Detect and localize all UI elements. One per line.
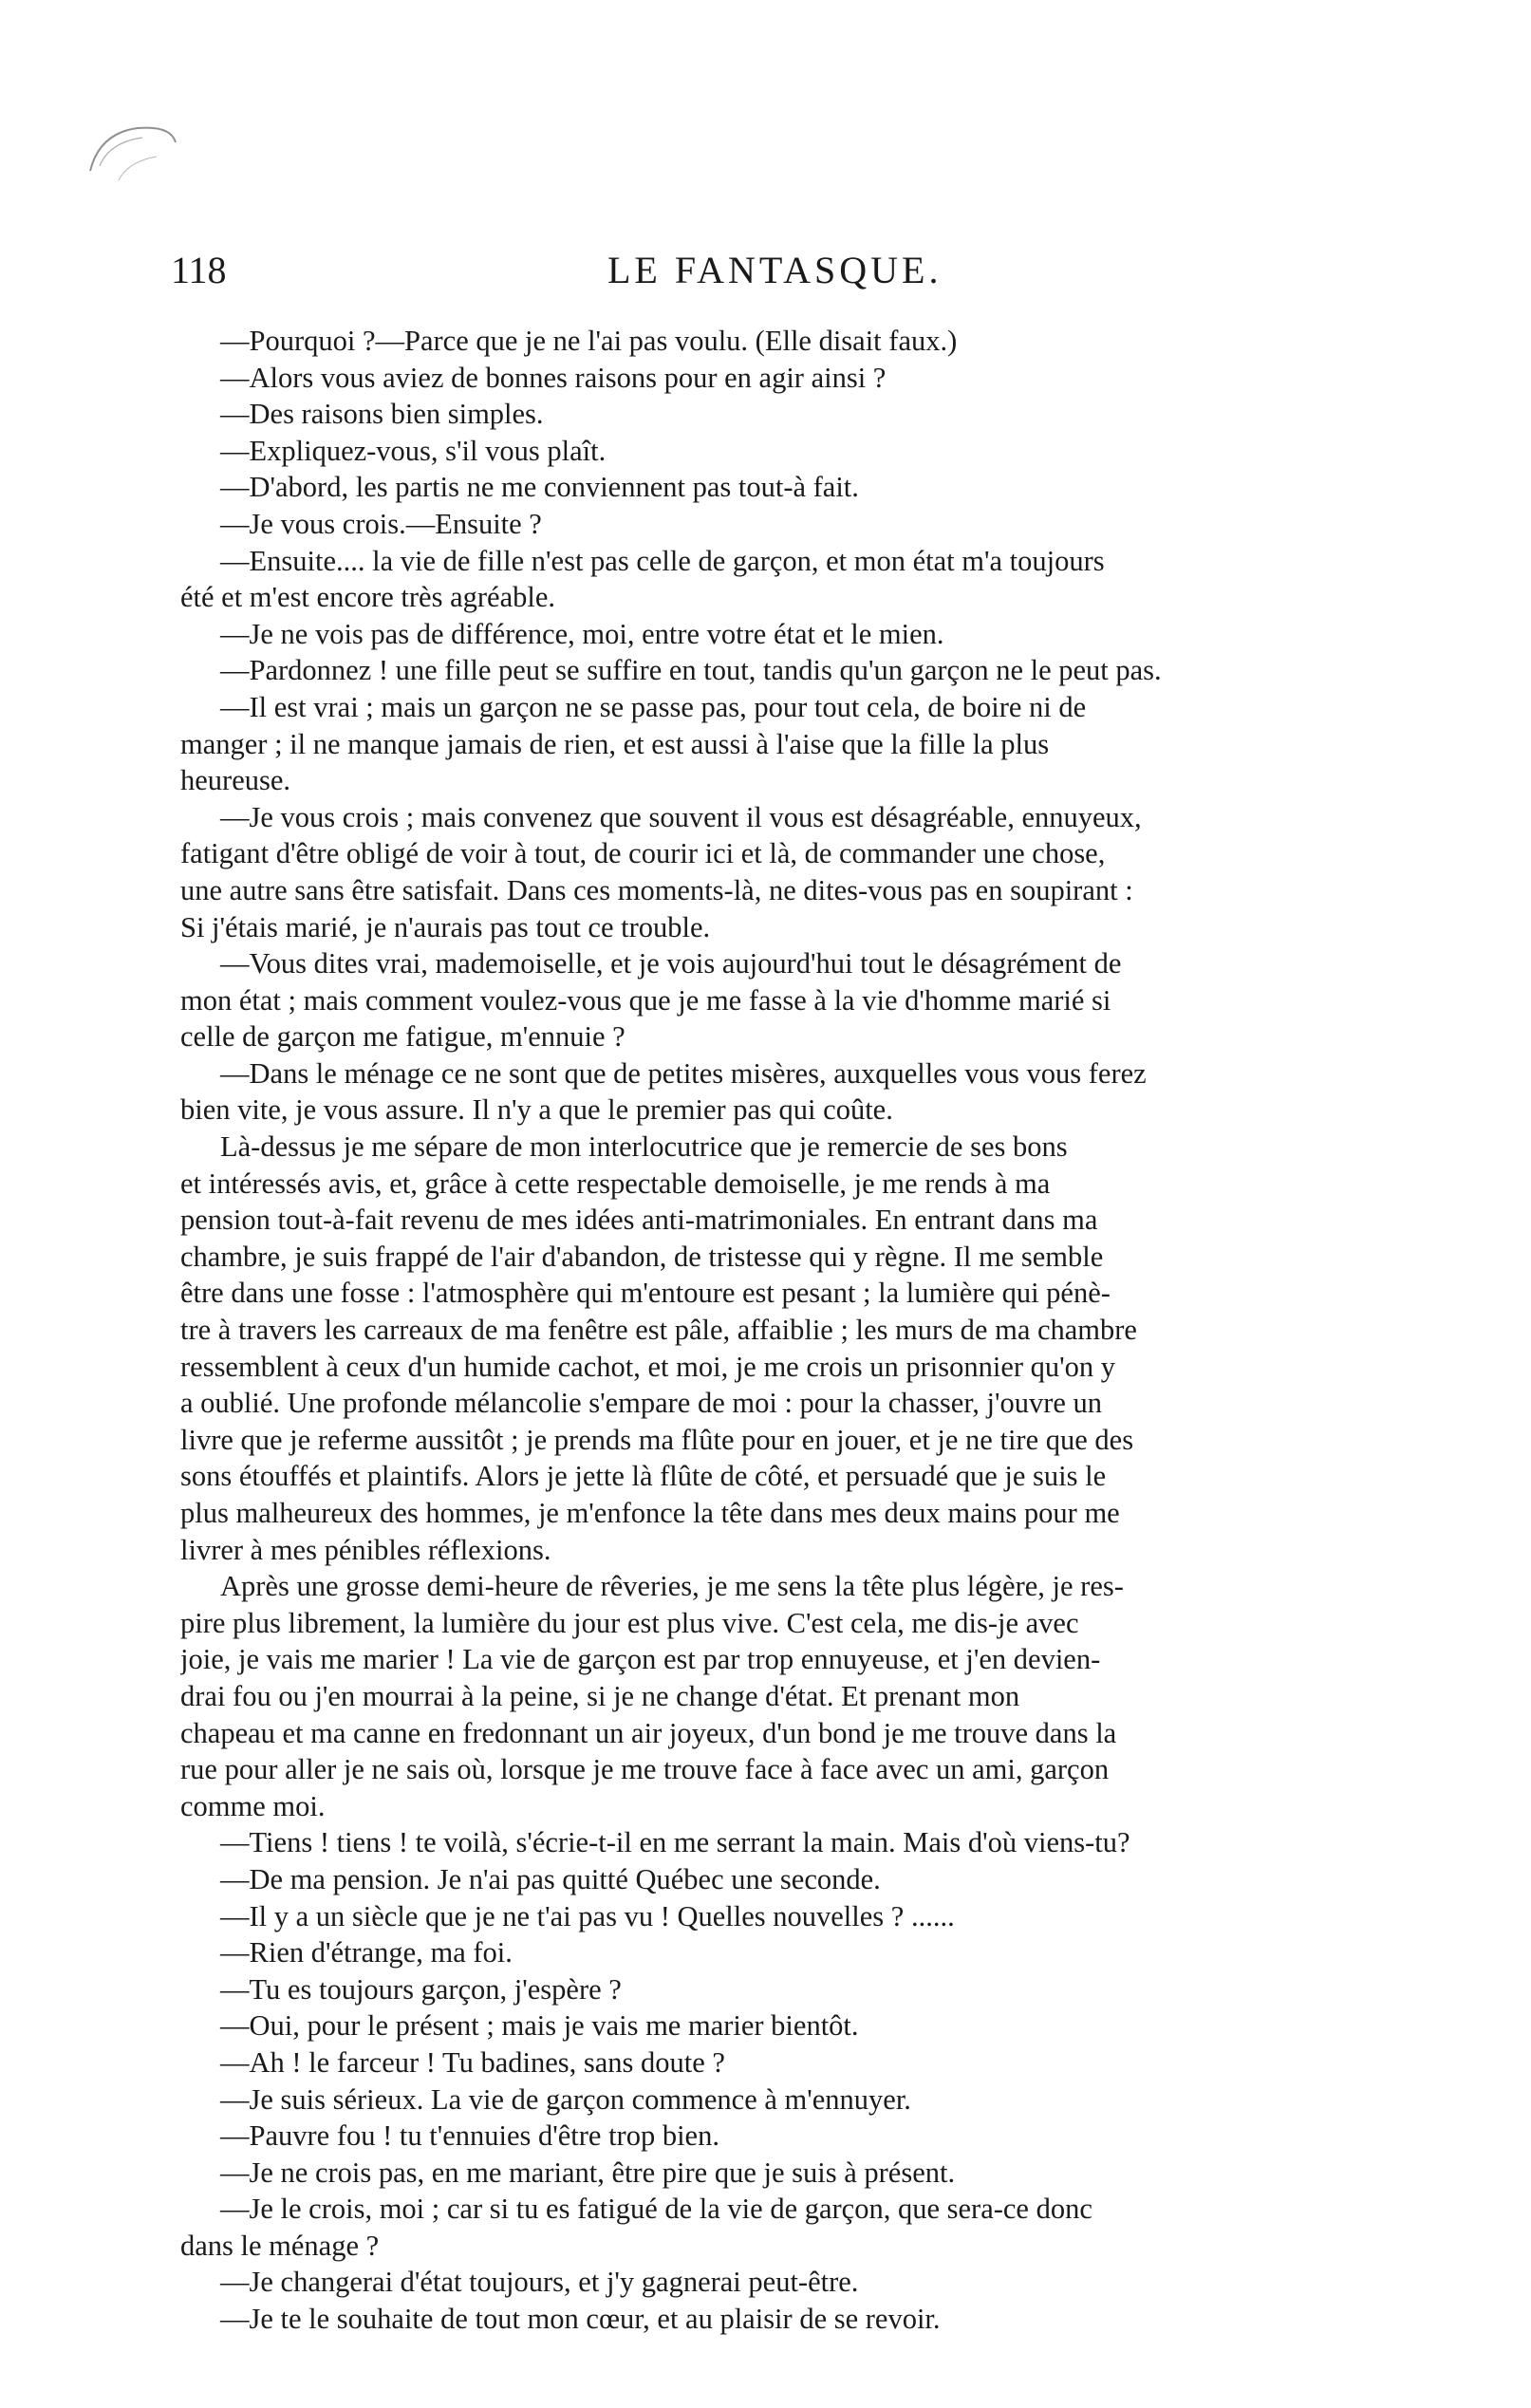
page-header [171, 242, 1310, 299]
text-line: —Oui, pour le présent ; mais je vais me marier bientôt. [220, 2009, 859, 2043]
text-line: fatigant d'être obligé de voir à tout, de courir ici et là, de commander une chose, [180, 837, 1106, 870]
text-line: pension tout-à-fait revenu de mes idées anti-matrimoniales. En entrant dans ma [180, 1204, 1098, 1237]
text-line: —Expliquez-vous, s'il vous plaît. [220, 434, 607, 467]
text-line: Après une grosse demi-heure de rêveries, je me sens la tête plus légère, je res- [220, 1570, 1124, 1603]
running-title: LE FANTASQUE. [607, 249, 943, 291]
text-line: tre à travers les carreaux de ma fenêtre est pâle, affaiblie ; les murs de ma chambre [180, 1314, 1137, 1347]
text-line: rue pour aller je ne sais où, lorsque je me trouve face à face avec un ami, garçon [180, 1753, 1110, 1786]
text-line: livrer à mes pénibles réflexions. [180, 1533, 551, 1566]
text-line: plus malheureux des hommes, je m'enfonce la tête dans mes deux mains pour me [180, 1497, 1120, 1529]
text-line: —Pourquoi ?—Parce que je ne l'ai pas voulu. (Elle disait faux.) [220, 325, 958, 357]
text-line: —Je ne crois pas, en me mariant, être pire que je suis à présent. [220, 2156, 956, 2189]
text-line: drai fou ou j'en mourrai à la peine, si je ne change d'état. Et prenant mon [180, 1679, 1020, 1712]
text-line: —Vous dites vrai, mademoiselle, et je vois aujourd'hui tout le désagrément de [220, 947, 1122, 980]
text-line: dans le ménage ? [180, 2229, 380, 2262]
text-line: —Tu es toujours garçon, j'espère ? [220, 1972, 622, 2006]
text-line: mon état ; mais comment voulez-vous que je me fasse à la vie d'homme marié si [180, 983, 1111, 1017]
text-line: ressemblent à ceux d'un humide cachot, et moi, je me crois un prisonnier qu'on y [180, 1350, 1116, 1383]
text-line: joie, je vais me marier ! La vie de garçon est par trop ennuyeuse, et j'en devien- [180, 1643, 1101, 1676]
text-line: été et m'est encore très agréable. [180, 581, 555, 614]
text-line: —Ah ! le farceur ! Tu badines, sans doute ? [220, 2045, 725, 2079]
text-line: comme moi. [180, 1789, 326, 1822]
text-line: —Il est vrai ; mais un garçon ne se passe pas, pour tout cela, de boire ni de [220, 690, 1087, 723]
page-number: 118 [171, 249, 227, 291]
text-line: être dans une fosse : l'atmosphère qui m'entoure est pesant ; la lumière qui pénè- [180, 1277, 1111, 1310]
text-line: —Je suis sérieux. La vie de garçon commence à m'ennuyer. [220, 2082, 911, 2116]
text-line: —Ensuite.... la vie de fille n'est pas celle de garçon, et mon état m'a toujours [220, 544, 1105, 577]
text-line: —Je changerai d'état toujours, et j'y gagnerai peut-être. [220, 2266, 859, 2299]
text-line: —D'abord, les partis ne me conviennent pas tout-à fait. [220, 471, 859, 504]
text-line: sons étouffés et plaintifs. Alors je jette là flûte de côté, et persuadé que je suis le [180, 1460, 1107, 1493]
text-line: —Je te le souhaite de tout mon cœur, et au plaisir de se revoir. [220, 2303, 941, 2336]
text-line: une autre sans être satisfait. Dans ces moments-là, ne dites-vous pas en soupirant : [180, 873, 1133, 906]
text-line: —Pauvre fou ! tu t'ennuies d'être trop bien. [220, 2119, 719, 2153]
text-line: —Rien d'étrange, ma foi. [220, 1936, 513, 1969]
text-line: —De ma pension. Je n'ai pas quitté Québec une seconde. [220, 1862, 881, 1895]
text-line: chambre, je suis frappé de l'air d'abandon, de tristesse qui y règne. Il me semble [180, 1240, 1104, 1273]
text-line: —Pardonnez ! une fille peut se suffire en tout, tandis qu'un garçon ne le peut pas. [220, 654, 1162, 687]
article-body [180, 323, 1310, 2338]
text-line: —Je vous crois ; mais convenez que souvent il vous est désagréable, ennuyeux, [220, 800, 1142, 833]
text-line: a oublié. Une profonde mélancolie s'empare de moi : pour la chasser, j'ouvre un [180, 1387, 1103, 1420]
text-line: manger ; il ne manque jamais de rien, et est aussi à l'aise que la fille la plus [180, 727, 1050, 760]
text-line: Là-dessus je me sépare de mon interlocutrice que je remercie de ses bons [220, 1130, 1068, 1164]
text-line: celle de garçon me fatigue, m'ennuie ? [180, 1020, 625, 1054]
text-line: —Alors vous aviez de bonnes raisons pour en agir ainsi ? [220, 361, 887, 394]
text-line: pire plus librement, la lumière du jour est plus vive. C'est cela, me dis-je avec [180, 1606, 1079, 1639]
text-line: —Des raisons bien simples. [220, 398, 544, 431]
ink-stain-icon [81, 114, 185, 190]
text-line: —Je vous crois.—Ensuite ? [220, 507, 542, 540]
text-line: et intéressés avis, et, grâce à cette respectable demoiselle, je me rends à ma [180, 1167, 1051, 1200]
text-line: —Je le crois, moi ; car si tu es fatigué de la vie de garçon, que sera-ce donc [220, 2193, 1092, 2226]
text-line: —Dans le ménage ce ne sont que de petites misères, auxquelles vous vous ferez [220, 1056, 1147, 1090]
text-line: —Tiens ! tiens ! te voilà, s'écrie-t-il en me serrant la main. Mais d'où viens-tu? [220, 1826, 1130, 1859]
text-line: —Il y a un siècle que je ne t'ai pas vu ! Quelles nouvelles ? ...... [220, 1899, 955, 1932]
text-line: bien vite, je vous assure. Il n'y a que le premier pas qui coûte. [180, 1093, 893, 1127]
text-line: heureuse. [180, 764, 291, 797]
text-line: —Je ne vois pas de différence, moi, entre votre état et le mien. [220, 617, 944, 650]
text-line: livre que je referme aussitôt ; je prends ma flûte pour en jouer, et je ne tire que des [180, 1423, 1134, 1456]
text-line: chapeau et ma canne en fredonnant un air joyeux, d'un bond je me trouve dans la [180, 1716, 1117, 1749]
text-line: Si j'étais marié, je n'aurais pas tout ce trouble. [180, 910, 711, 943]
